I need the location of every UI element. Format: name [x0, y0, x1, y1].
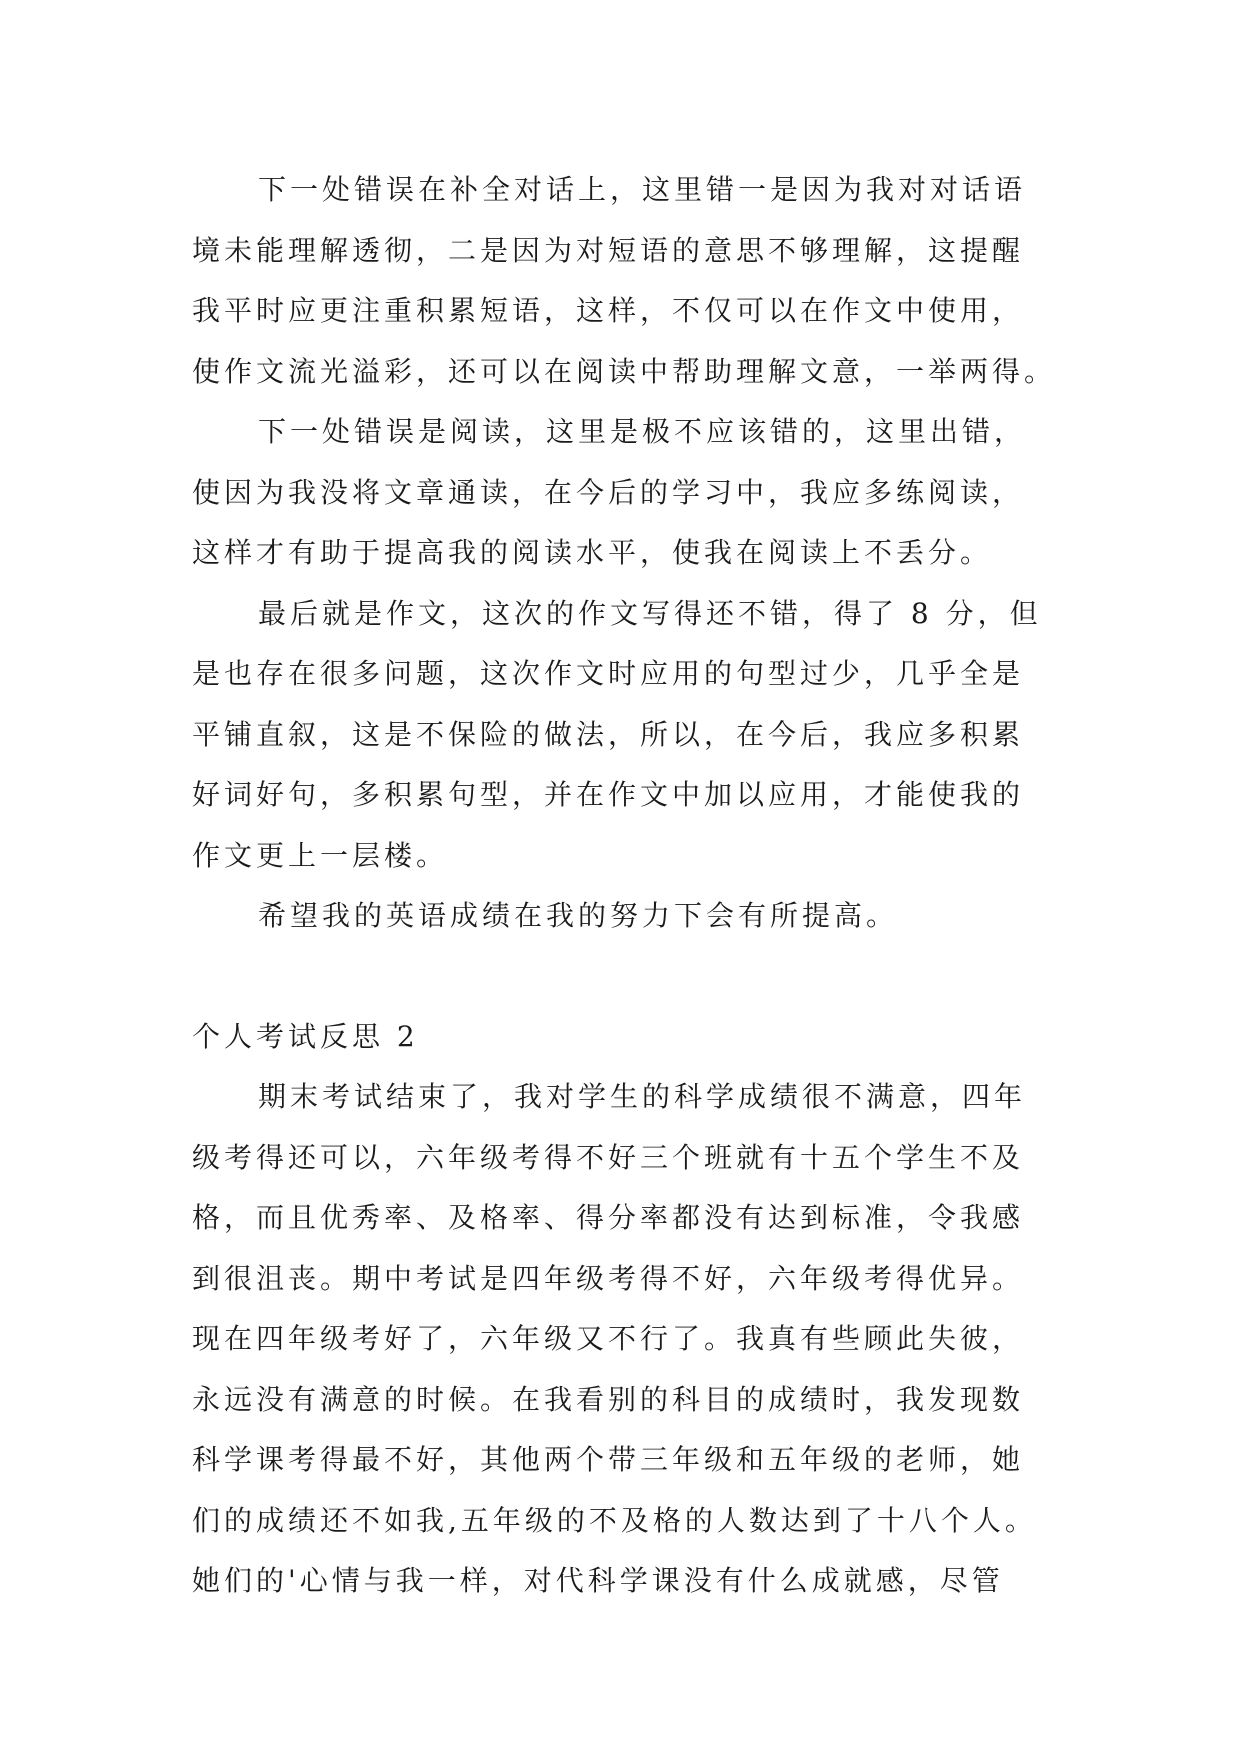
paragraph — [192, 584, 1052, 887]
paragraph — [192, 160, 1057, 402]
text-line: 们的成绩还不如我,五年级的不及格的人数达到了十八个人。 — [192, 1503, 1037, 1537]
text-line: 格，而且优秀率、及格率、得分率都没有达到标准，令我感 — [192, 1201, 1025, 1234]
text-line: 级考得还可以，六年级考得不好三个班就有十五个学生不及 — [192, 1140, 1025, 1174]
paragraph — [192, 886, 1052, 947]
text-line: 境未能理解透彻，二是因为对短语的意思不够理解，这提醒 — [192, 233, 1025, 267]
text-line: 这样才有助于提高我的阅读水平，使我在阅读上不丢分。 — [192, 536, 993, 569]
text-line: 作文更上一层楼。 — [192, 838, 449, 872]
text-line: 使因为我没将文章通读，在今后的学习中，我应多练阅读， — [192, 475, 1025, 509]
section-heading: 个人考试反思 2 — [192, 1019, 419, 1053]
text-line: 科学课考得最不好，其他两个带三年级和五年级的老师，她 — [192, 1443, 1025, 1476]
document-body — [192, 160, 1057, 1612]
text-line: 我平时应更注重积累短语，这样，不仅可以在作文中使用， — [192, 294, 1025, 327]
text-line: 现在四年级考好了，六年级又不行了。我真有些顾此失彼， — [192, 1322, 1025, 1355]
text-line: 使作文流光溢彩，还可以在阅读中帮助理解文意，一举两得。 — [192, 354, 1057, 388]
text-line: 好词好句，多积累句型，并在作文中加以应用，才能使我的 — [192, 778, 1025, 811]
text-line: 到很沮丧。期中考试是四年级考得不好，六年级考得优异。 — [192, 1261, 1025, 1295]
paragraph — [192, 1067, 1052, 1612]
text-line: 是也存在很多问题，这次作文时应用的句型过少，几乎全是 — [192, 657, 1025, 690]
text-line: 最后就是作文，这次的作文写得还不错，得了 8 分，但 — [258, 596, 1042, 630]
text-line: 永远没有满意的时候。在我看别的科目的成绩时，我发现数 — [192, 1382, 1025, 1416]
section-gap — [192, 947, 1052, 1007]
text-line: 希望我的英语成绩在我的努力下会有所提高。 — [258, 899, 899, 932]
text-line: 平铺直叙，这是不保险的做法，所以，在今后，我应多积累 — [192, 717, 1025, 751]
text-line: 下一处错误是阅读，这里是极不应该错的，这里出错， — [258, 415, 1027, 448]
text-line: 期末考试结束了，我对学生的科学成绩很不满意，四年 — [258, 1080, 1027, 1113]
text-line: 下一处错误在补全对话上，这里错一是因为我对对话语 — [258, 173, 1027, 206]
paragraph — [192, 402, 1052, 584]
text-line: 她们的'心情与我一样，对代科学课没有什么成就感，尽管 — [192, 1564, 1004, 1597]
